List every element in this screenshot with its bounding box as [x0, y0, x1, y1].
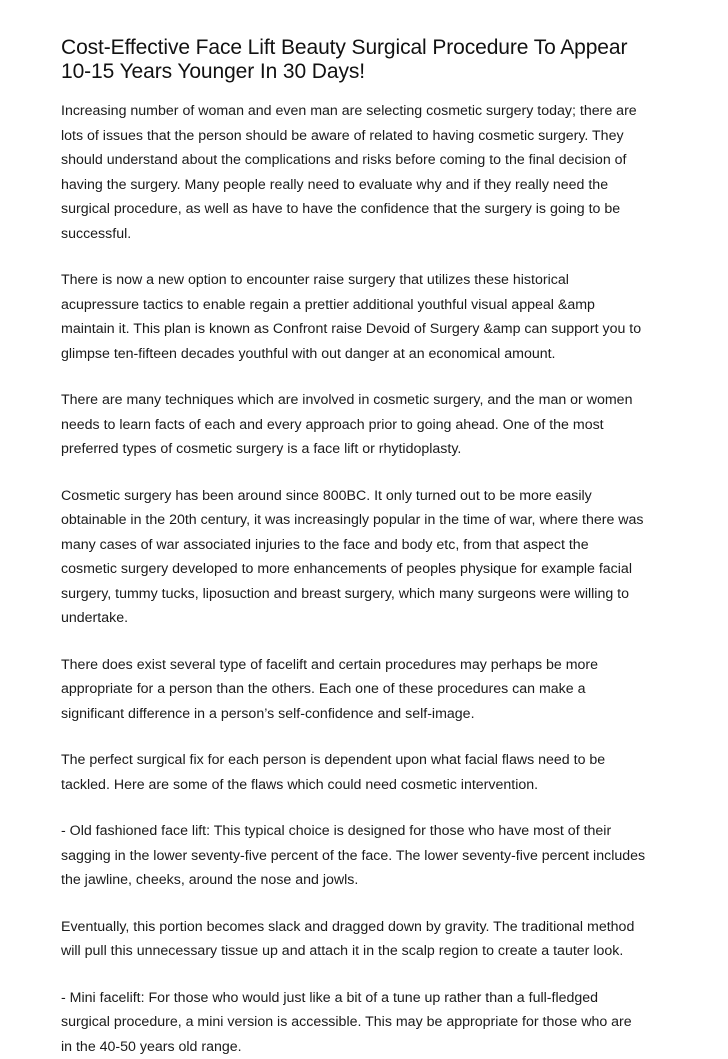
text-line: tackled. Here are some of the flaws which could need cosmetic intervention. [61, 777, 538, 793]
text-line: lots of issues that the person should be aware of related to having cosmetic surgery. They [61, 128, 624, 144]
paragraph-gap [61, 631, 673, 653]
paragraph [61, 986, 673, 1059]
text-line: surgical procedure, a mini version is accessible. This may be appropriate for those who are [61, 1014, 632, 1030]
paragraph [61, 268, 673, 366]
paragraph [61, 653, 673, 727]
text-line: obtainable in the 20th century, it was increasingly popular in the time of war, where there was [61, 512, 644, 528]
paragraph-gap [61, 366, 673, 388]
document-body [61, 99, 673, 1059]
paragraph [61, 99, 673, 246]
text-line: There does exist several type of facelift and certain procedures may perhaps be more [61, 657, 598, 673]
document-title [61, 36, 673, 84]
title-line-2: 10-15 Years Younger In 30 Days! [61, 60, 365, 83]
text-line: sagging in the lower seventy-five percent of the face. The lower seventy-five percent includes [61, 848, 645, 864]
text-line: Cosmetic surgery has been around since 800BC. It only turned out to be more easily [61, 488, 592, 504]
text-line: The perfect surgical fix for each person is dependent upon what facial flaws need to be [61, 752, 605, 768]
spacer [61, 84, 673, 99]
text-line: acupressure tactics to enable regain a prettier additional youthful visual appeal &amp [61, 297, 595, 313]
text-line: undertake. [61, 610, 128, 626]
text-line: needs to learn facts of each and every approach prior to going ahead. One of the most [61, 417, 604, 433]
text-line: There are many techniques which are involved in cosmetic surgery, and the man or women [61, 392, 632, 408]
paragraph [61, 748, 673, 797]
text-line: in the 40-50 years old range. [61, 1039, 242, 1055]
text-line: surgical procedure, as well as have to have the confidence that the surgery is going to be [61, 201, 620, 217]
text-line: Eventually, this portion becomes slack and dragged down by gravity. The traditional method [61, 919, 634, 935]
text-line: will pull this unnecessary tissue up and attach it in the scalp region to create a tauter look. [61, 943, 623, 959]
paragraph-gap [61, 726, 673, 748]
paragraph-gap [61, 964, 673, 986]
text-line: - Mini facelift: For those who would just like a bit of a tune up rather than a full-fledged [61, 990, 598, 1006]
text-line: preferred types of cosmetic surgery is a face lift or rhytidoplasty. [61, 441, 461, 457]
text-line: maintain it. This plan is known as Confront raise Devoid of Surgery &amp can support you to [61, 321, 641, 337]
title-line-1: Cost-Effective Face Lift Beauty Surgical Procedure To Appear [61, 36, 627, 59]
text-line: glimpse ten-fifteen decades youthful with out danger at an economical amount. [61, 346, 556, 362]
paragraph-gap [61, 246, 673, 268]
text-line: the jawline, cheeks, around the nose and jowls. [61, 872, 358, 888]
paragraph [61, 819, 673, 893]
text-line: should understand about the complications and risks before coming to the final decision of [61, 152, 626, 168]
document-page [61, 36, 673, 1059]
paragraph-gap [61, 462, 673, 484]
text-line: surgery, tummy tucks, liposuction and breast surgery, which many surgeons were willing to [61, 586, 629, 602]
text-line: Increasing number of woman and even man are selecting cosmetic surgery today; there are [61, 103, 637, 119]
text-line: cosmetic surgery developed to more enhancements of peoples physique for example facial [61, 561, 632, 577]
text-line: appropriate for a person than the others. Each one of these procedures can make a [61, 681, 585, 697]
text-line: There is now a new option to encounter raise surgery that utilizes these historical [61, 272, 569, 288]
text-line: successful. [61, 226, 131, 242]
text-line: many cases of war associated injuries to the face and body etc, from that aspect the [61, 537, 589, 553]
paragraph [61, 915, 673, 964]
paragraph [61, 388, 673, 462]
text-line: having the surgery. Many people really need to evaluate why and if they really need the [61, 177, 608, 193]
paragraph-gap [61, 893, 673, 915]
paragraph-gap [61, 797, 673, 819]
text-line: - Old fashioned face lift: This typical choice is designed for those who have most of their [61, 823, 611, 839]
text-line: significant difference in a person’s self-confidence and self-image. [61, 706, 475, 722]
paragraph [61, 484, 673, 631]
